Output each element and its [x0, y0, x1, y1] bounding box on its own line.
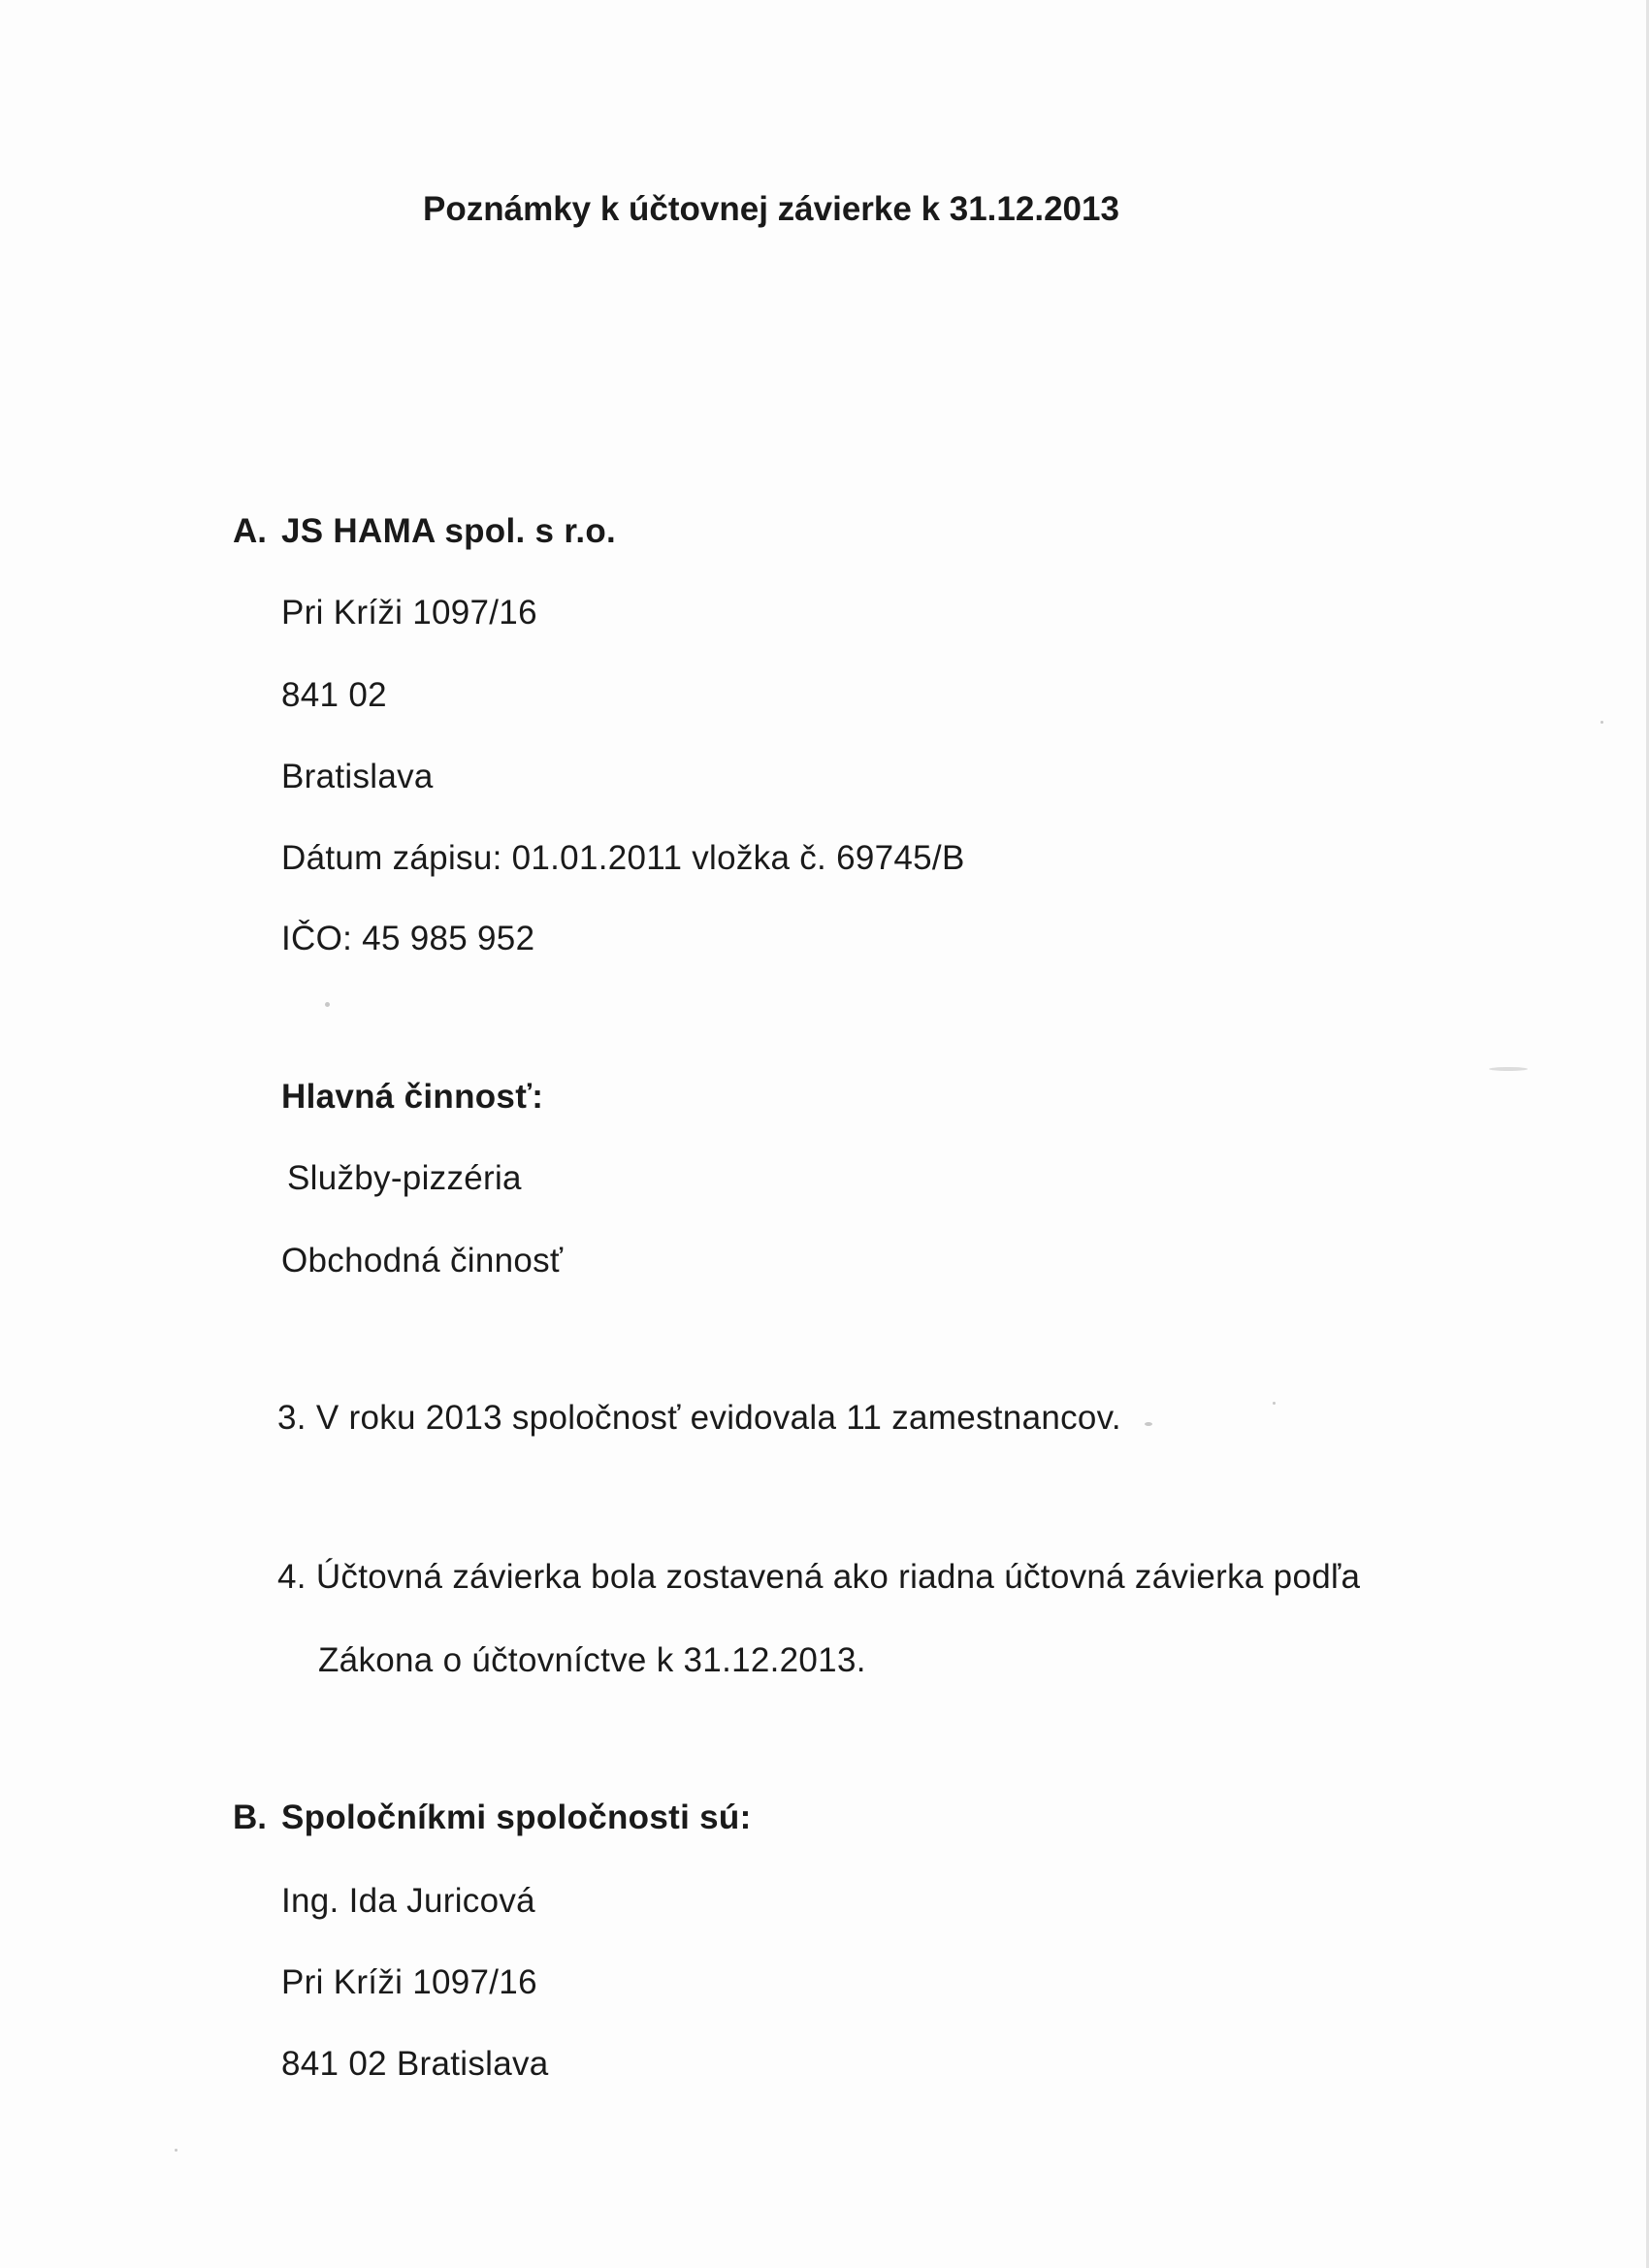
scan-speck: [1273, 1402, 1276, 1405]
main-activity-item: Služby-pizzéria: [287, 1159, 522, 1197]
scan-speck: [1600, 721, 1603, 724]
company-name: JS HAMA spol. s r.o.: [281, 512, 617, 550]
main-activity-heading: Hlavná činnosť:: [281, 1078, 544, 1116]
scan-smudge: [1489, 1067, 1528, 1071]
partner-street: Pri Kríži 1097/16: [281, 1963, 537, 2001]
note-item-3: 3. V roku 2013 spoločnosť evidovala 11 zamestnancov.: [277, 1399, 1121, 1437]
main-activity-item: Obchodná činnosť: [281, 1242, 564, 1280]
partner-city: 841 02 Bratislava: [281, 2045, 549, 2083]
partner-name: Ing. Ida Juricová: [281, 1882, 535, 1920]
company-city: Bratislava: [281, 758, 434, 795]
scan-speck: [1145, 1422, 1152, 1426]
note-item-4-line-2: Zákona o účtovníctve k 31.12.2013.: [318, 1641, 866, 1679]
partners-heading: Spoločníkmi spoločnosti sú:: [281, 1798, 752, 1836]
company-street: Pri Kríži 1097/16: [281, 594, 537, 632]
company-ico: IČO: 45 985 952: [281, 920, 535, 957]
company-postal-code: 841 02: [281, 676, 387, 714]
section-a-letter: A.: [233, 512, 267, 550]
scan-speck: [175, 2149, 178, 2152]
document-title: Poznámky k účtovnej závierke k 31.12.2013: [423, 190, 1119, 228]
registration-info: Dátum zápisu: 01.01.2011 vložka č. 69745/B: [281, 839, 965, 877]
section-b-letter: B.: [233, 1798, 267, 1836]
scan-speck: [325, 1002, 330, 1007]
note-item-4-line-1: 4. Účtovná závierka bola zostavená ako riadna účtovná závierka podľa: [277, 1558, 1361, 1596]
